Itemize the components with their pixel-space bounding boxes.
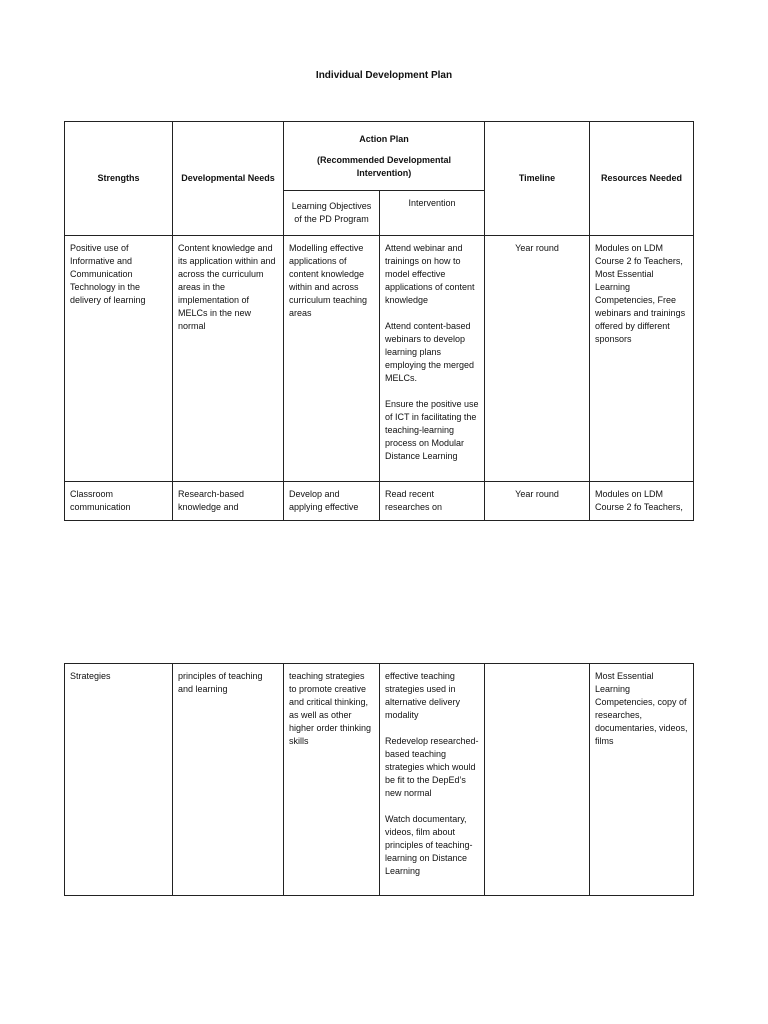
cell-timeline: Year round xyxy=(485,236,590,482)
development-plan-table xyxy=(64,121,694,521)
cell-strengths: Strategies xyxy=(65,664,173,896)
cell-resources: Modules on LDM Course 2 fo Teachers, xyxy=(590,482,694,521)
cell-resources: Most Essential Learning Competencies, copy of researches, documentaries, videos, films xyxy=(590,664,694,896)
cell-intervention: Read recent researches on xyxy=(380,482,485,521)
header-learning-objectives: Learning Objectives of the PD Program xyxy=(284,191,380,236)
cell-learning-objectives: teaching strategies to promote creative and critical thinking, as well as other higher order thinking skills xyxy=(284,664,380,896)
header-strengths: Strengths xyxy=(65,122,173,236)
cell-timeline: Year round xyxy=(485,482,590,521)
cell-developmental-needs: Content knowledge and its application within and across the curriculum areas in the implementation of MELCs in the new normal xyxy=(173,236,284,482)
cell-timeline xyxy=(485,664,590,896)
header-action-plan xyxy=(284,122,485,191)
cell-developmental-needs: principles of teaching and learning xyxy=(173,664,284,896)
header-action-plan-subtitle: (Recommended Developmental Intervention) xyxy=(316,154,452,178)
cell-strengths: Positive use of Informative and Communication Technology in the delivery of learning xyxy=(65,236,173,482)
cell-resources: Modules on LDM Course 2 fo Teachers, Most Essential Learning Competencies, Free webinars and trainings offered by different sponsors xyxy=(590,236,694,482)
header-resources-needed: Resources Needed xyxy=(590,122,694,236)
header-timeline: Timeline xyxy=(485,122,590,236)
page-title: Individual Development Plan xyxy=(315,70,453,81)
cell-intervention: Attend webinar and trainings on how to model effective applications of content knowledge Attend content-based webinars to develop learning plans employing the merged MELCs. Ensure the positive use of ICT in facilitating the teaching-learning process on Modular Distance Learning xyxy=(380,236,485,482)
header-action-plan-title: Action Plan xyxy=(359,133,409,144)
cell-developmental-needs: Research-based knowledge and xyxy=(173,482,284,521)
cell-intervention: effective teaching strategies used in alternative delivery modality Redevelop researched-based teaching strategies which would be fit to the DepEd’s new normal Watch documentary, videos, film about principles of teaching-learning on Distance Learning xyxy=(380,664,485,896)
table-row xyxy=(65,236,694,482)
header-developmental-needs: Developmental Needs xyxy=(173,122,284,236)
cell-learning-objectives: Develop and applying effective xyxy=(284,482,380,521)
development-plan-table-continued xyxy=(64,663,694,896)
cell-learning-objectives: Modelling effective applications of content knowledge within and across curriculum teaching areas xyxy=(284,236,380,482)
table-row xyxy=(65,482,694,521)
table-row xyxy=(65,664,694,896)
header-intervention: Intervention xyxy=(380,191,485,236)
cell-strengths: Classroom communication xyxy=(65,482,173,521)
